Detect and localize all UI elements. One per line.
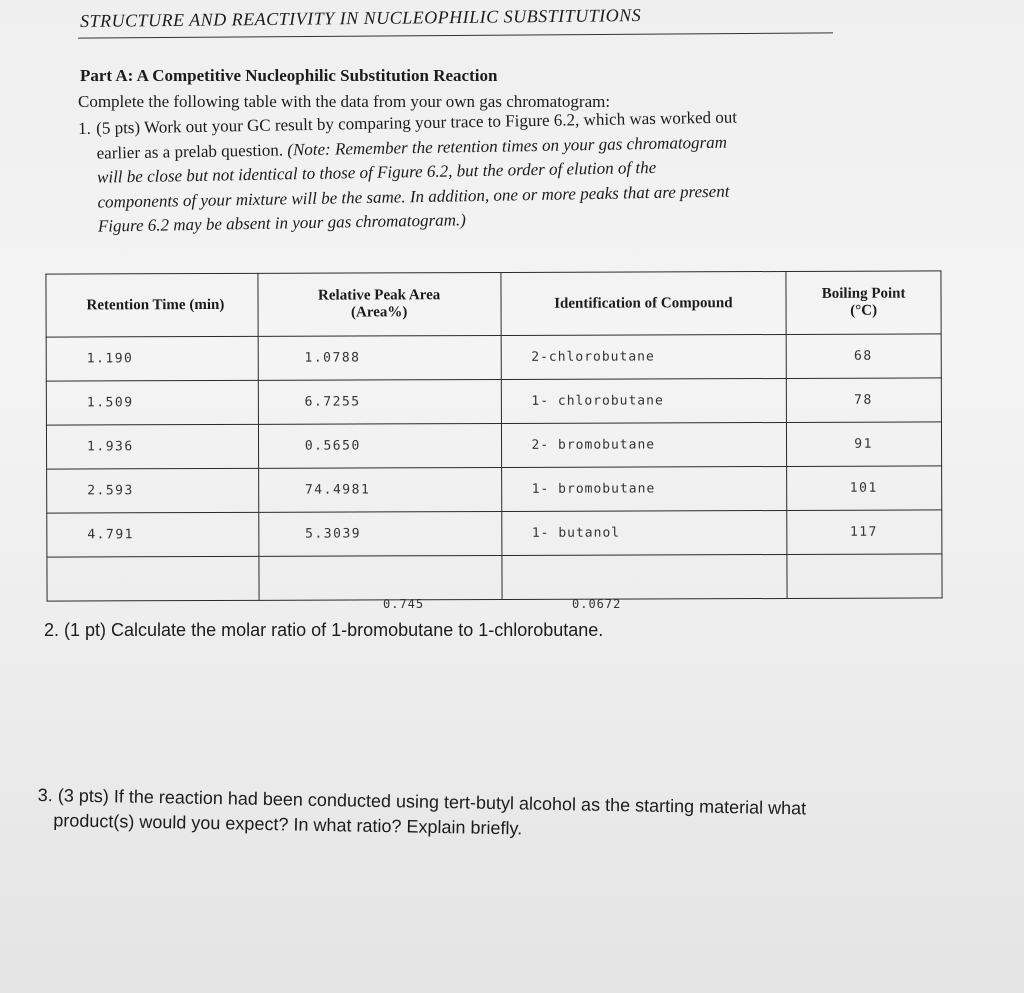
question-3	[37, 783, 958, 849]
cell-peak-area: 1.0788	[258, 335, 501, 380]
part-a-heading: Part A: A Competitive Nucleophilic Substitution Reaction	[80, 66, 498, 85]
cell-boiling-point: 91	[787, 422, 942, 467]
question-1-line-3: will be close but not identical to those of Figure 6.2, but the order of elution of the	[96, 157, 657, 187]
header-relative-peak-area: Relative Peak Area (Area%)	[258, 272, 501, 336]
table-row	[47, 466, 942, 513]
table-row	[46, 334, 941, 381]
handwritten-note-right: 0.0672	[572, 597, 622, 611]
table-row-empty	[47, 554, 942, 601]
cell-retention-time: 1.936	[46, 424, 258, 469]
part-a-instruction: Complete the following table with the data from your own gas chromatogram:	[78, 92, 611, 111]
question-2: 2. (1 pt) Calculate the molar ratio of 1-bromobutane to 1-chlorobutane.	[44, 620, 604, 640]
table-header-row	[46, 271, 941, 337]
header-boiling-point: Boiling Point (°C)	[786, 271, 941, 335]
cell-boiling-point: 117	[787, 510, 942, 555]
question-3-line-1: 3. (3 pts) If the reaction had been conducted using tert-butyl alcohol as the starting material what	[37, 784, 807, 819]
gc-results-table	[45, 270, 942, 601]
question-1-line-5: Figure 6.2 may be absent in your gas chromatogram.)	[97, 210, 467, 236]
cell-compound: 1- butanol	[501, 510, 787, 555]
cell-peak-area: 6.7255	[258, 379, 501, 424]
question-3-line-2: product(s) would you expect? In what ratio? Explain briefly.	[53, 810, 523, 839]
cell-compound: 1- bromobutane	[501, 466, 787, 511]
question-1	[78, 102, 930, 239]
header-identification: Identification of Compound	[500, 271, 786, 335]
cell-retention-time: 1.190	[46, 336, 258, 381]
cell-peak-area: 74.4981	[258, 467, 501, 512]
cell-retention-time: 1.509	[46, 380, 258, 425]
cell-retention-time: 4.791	[47, 512, 259, 557]
cell-boiling-point: 101	[787, 466, 942, 511]
cell-peak-area: 0.5650	[258, 423, 501, 468]
cell-boiling-point: 68	[786, 334, 941, 379]
table-row	[46, 422, 941, 469]
page-title: STRUCTURE AND REACTIVITY IN NUCLEOPHILIC SUBSTITUTIONS	[79, 5, 642, 31]
cell-boiling-point: 78	[786, 378, 941, 423]
cell-peak-area	[259, 555, 502, 600]
question-1-line-1: 1. (5 pts) Work out your GC result by comparing your trace to Figure 6.2, which was worked out	[78, 107, 738, 138]
handwritten-note-left: 0.745	[383, 597, 425, 611]
cell-compound: 2-chlorobutane	[501, 334, 787, 379]
cell-boiling-point	[787, 554, 942, 599]
title-underline	[78, 32, 833, 38]
cell-retention-time	[47, 556, 259, 601]
cell-compound: 1- chlorobutane	[501, 378, 787, 423]
question-1-line-2: earlier as a prelab question. (Note: Remember the retention times on your gas chromatogram	[96, 132, 728, 163]
question-1-line-4: components of your mixture will be the same. In addition, one or more peaks that are present	[97, 181, 730, 212]
cell-compound: 2- bromobutane	[501, 422, 787, 467]
header-retention-time: Retention Time (min)	[46, 273, 258, 337]
cell-peak-area: 5.3039	[259, 511, 502, 556]
cell-retention-time: 2.593	[47, 468, 259, 513]
table-row	[46, 378, 941, 425]
cell-compound	[501, 554, 787, 599]
table-row	[47, 510, 942, 557]
